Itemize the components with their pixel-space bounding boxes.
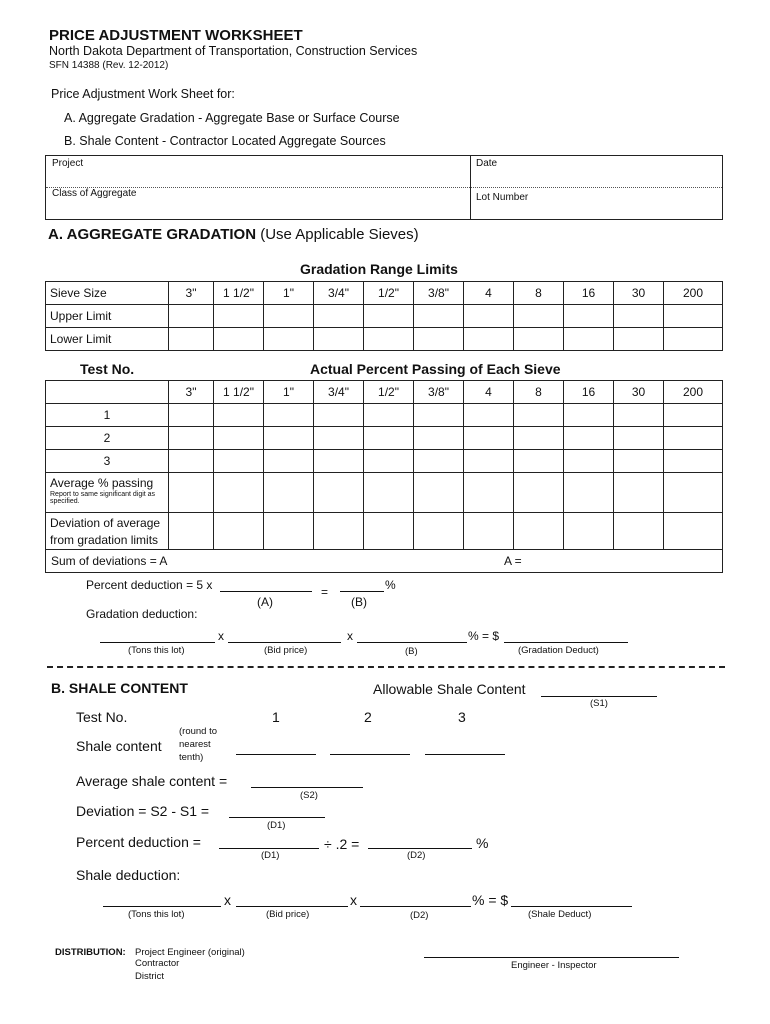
passing-cell[interactable] (314, 427, 364, 450)
shale-content-label: Shale content (76, 738, 162, 754)
test-no-label: Test No. (80, 361, 135, 377)
d2-caption: (D2) (407, 850, 426, 861)
allowable-shale-label: Allowable Shale Content (373, 681, 526, 697)
shale-deduct-field[interactable] (511, 892, 632, 907)
passing-cell[interactable] (264, 404, 314, 427)
passing-cell[interactable] (314, 404, 364, 427)
lower-limit-cell[interactable] (314, 328, 364, 351)
signature-caption: Engineer - Inspector (511, 960, 597, 971)
average-cell[interactable] (264, 473, 314, 513)
deviation-cell[interactable] (614, 513, 664, 550)
sieve-header: 8 (514, 381, 564, 404)
blank-header-cell (46, 381, 169, 404)
deviation-cell[interactable] (464, 513, 514, 550)
passing-cell[interactable] (514, 450, 564, 473)
shale-content-field-1[interactable] (236, 740, 316, 755)
lower-limit-cell[interactable] (364, 328, 414, 351)
gradation-range-table (45, 281, 723, 351)
shale-bid-price-field[interactable] (236, 892, 348, 907)
deviation-cell[interactable] (169, 513, 214, 550)
equals-sign: = (321, 585, 329, 599)
lower-limit-cell[interactable] (514, 328, 564, 351)
form-title: PRICE ADJUSTMENT WORKSHEET (49, 27, 303, 44)
lower-limit-cell[interactable] (664, 328, 723, 351)
average-shale-field[interactable] (251, 773, 363, 788)
shale-tons-caption: (Tons this lot) (128, 909, 185, 920)
average-cell[interactable] (514, 473, 564, 513)
passing-cell[interactable] (464, 427, 514, 450)
distribution-recipient: District (135, 971, 165, 982)
upper-limit-cell[interactable] (564, 305, 614, 328)
d1-caption: (D1) (267, 820, 286, 831)
sieve-header: 3/8" (414, 282, 464, 305)
d2-field[interactable] (368, 834, 472, 849)
average-passing-label (46, 473, 169, 513)
passing-cell[interactable] (169, 427, 214, 450)
gradation-range-title: Gradation Range Limits (300, 261, 458, 277)
average-note-line: specified. (50, 498, 80, 505)
intro-heading: Price Adjustment Work Sheet for: (51, 87, 235, 101)
upper-limit-cell[interactable] (414, 305, 464, 328)
passing-cell[interactable] (214, 404, 264, 427)
test-number: 3 (46, 450, 169, 473)
sieve-header: 3/4" (314, 282, 364, 305)
d1-caption: (D1) (261, 850, 280, 861)
sieve-size-label: Sieve Size (46, 282, 169, 305)
s1-caption: (S1) (590, 698, 608, 709)
passing-cell[interactable] (664, 404, 723, 427)
passing-cell[interactable] (264, 427, 314, 450)
round-note-line: nearest (179, 739, 211, 750)
sieve-header: 3/8" (414, 381, 464, 404)
passing-cell[interactable] (614, 450, 664, 473)
percent-sign: % (476, 835, 489, 851)
deviation-cell[interactable] (214, 513, 264, 550)
average-cell[interactable] (464, 473, 514, 513)
sieve-header: 1" (264, 282, 314, 305)
sieve-header: 200 (664, 282, 723, 305)
sieve-header: 16 (564, 282, 614, 305)
average-cell[interactable] (614, 473, 664, 513)
deviation-cell[interactable] (414, 513, 464, 550)
shale-d2-field[interactable] (360, 892, 471, 907)
average-shale-label: Average shale content = (76, 773, 228, 789)
lower-limit-label: Lower Limit (46, 328, 169, 351)
passing-cell[interactable] (664, 427, 723, 450)
sieve-header: 1" (264, 381, 314, 404)
deviation-row (46, 513, 723, 550)
upper-limit-cell[interactable] (614, 305, 664, 328)
passing-cell[interactable] (264, 450, 314, 473)
sieve-header: 16 (564, 381, 614, 404)
passing-cell[interactable] (364, 450, 414, 473)
date-field-label[interactable]: Date (476, 158, 498, 169)
shale-test-number: 3 (458, 709, 466, 725)
section-a-heading (48, 226, 419, 243)
average-cell[interactable] (564, 473, 614, 513)
upper-limit-cell[interactable] (664, 305, 723, 328)
sieve-header: 1 1/2" (214, 381, 264, 404)
passing-cell[interactable] (364, 427, 414, 450)
a-equals-label: A = (504, 554, 522, 568)
passing-cell[interactable] (414, 450, 464, 473)
tons-this-lot-field[interactable] (100, 628, 215, 643)
lower-limit-cell[interactable] (614, 328, 664, 351)
gradation-deduct-caption: (Gradation Deduct) (518, 645, 599, 656)
sieve-header: 4 (464, 381, 514, 404)
deviation-cell[interactable] (314, 513, 364, 550)
sieve-header: 1 1/2" (214, 282, 264, 305)
lower-limit-cell[interactable] (264, 328, 314, 351)
lower-limit-cell[interactable] (464, 328, 514, 351)
test-row (46, 450, 723, 473)
sieve-header: 3" (169, 381, 214, 404)
percent-equals-dollar: % = $ (468, 629, 500, 643)
passing-cell[interactable] (414, 404, 464, 427)
percent-deduction-label: Percent deduction = 5 x (86, 578, 213, 592)
sieve-header: 30 (614, 381, 664, 404)
upper-limit-cell[interactable] (514, 305, 564, 328)
percent-sign: % (385, 578, 396, 592)
signature-line[interactable] (424, 957, 679, 958)
test-number: 1 (46, 404, 169, 427)
deviation-label (46, 513, 169, 550)
average-row (46, 473, 723, 513)
gradation-deduct-field[interactable] (504, 628, 628, 643)
sum-row (46, 550, 723, 573)
b-label: (B) (351, 595, 367, 609)
multiply-sign: x (350, 892, 357, 908)
sieve-header: 30 (614, 282, 664, 305)
deviation-label-line: Deviation of average (50, 515, 161, 530)
lower-limit-cell[interactable] (564, 328, 614, 351)
sieve-header: 4 (464, 282, 514, 305)
a-label: (A) (257, 595, 273, 609)
sieve-header: 1/2" (364, 282, 414, 305)
average-cell[interactable] (214, 473, 264, 513)
deviation-cell[interactable] (664, 513, 723, 550)
shale-test-no-label: Test No. (76, 709, 128, 725)
average-cell[interactable] (314, 473, 364, 513)
deviation-cell[interactable] (514, 513, 564, 550)
deviation-cell[interactable] (264, 513, 314, 550)
deviation-cell[interactable] (364, 513, 414, 550)
average-cell[interactable] (664, 473, 723, 513)
average-cell[interactable] (364, 473, 414, 513)
upper-limit-cell[interactable] (214, 305, 264, 328)
gradation-deduction-label: Gradation deduction: (86, 607, 198, 621)
allowable-shale-field[interactable] (541, 681, 657, 697)
section-a-title: A. AGGREGATE GRADATION (48, 226, 257, 243)
average-cell[interactable] (169, 473, 214, 513)
distribution-recipient: Contractor (135, 958, 180, 969)
deviation-cell[interactable] (564, 513, 614, 550)
sum-of-deviations-label: Sum of deviations = A (51, 554, 168, 568)
upper-limit-label: Upper Limit (46, 305, 169, 328)
shale-test-number: 2 (364, 709, 372, 725)
shale-test-number: 1 (272, 709, 280, 725)
upper-limit-cell[interactable] (464, 305, 514, 328)
divide-point-two: ÷ .2 = (324, 836, 360, 852)
b-value-field[interactable] (357, 628, 467, 643)
actual-passing-title: Actual Percent Passing of Each Sieve (310, 361, 561, 377)
multiply-sign: x (224, 892, 231, 908)
s2-caption: (S2) (300, 790, 318, 801)
round-note-line: tenth) (179, 752, 204, 763)
shale-tons-this-lot-field[interactable] (103, 892, 221, 907)
passing-cell[interactable] (664, 450, 723, 473)
sieve-header: 1/2" (364, 381, 414, 404)
passing-cell[interactable] (169, 404, 214, 427)
deviation-field[interactable] (229, 803, 325, 818)
percent-deduction-a-field[interactable] (220, 577, 312, 592)
passing-cell[interactable] (564, 450, 614, 473)
project-info-box (45, 155, 723, 220)
bid-price-field[interactable] (228, 628, 341, 643)
passing-cell[interactable] (214, 427, 264, 450)
test-number: 2 (46, 427, 169, 450)
passing-cell[interactable] (564, 427, 614, 450)
passing-cell[interactable] (214, 450, 264, 473)
shale-percent-equals-dollar: % = $ (472, 892, 509, 908)
shale-d2-caption: (D2) (410, 910, 429, 921)
section-b-heading: B. SHALE CONTENT (51, 680, 188, 696)
sieve-header: 3" (169, 282, 214, 305)
sum-cell[interactable] (46, 550, 723, 573)
lower-limit-row (46, 328, 723, 351)
lower-limit-cell[interactable] (169, 328, 214, 351)
upper-limit-cell[interactable] (364, 305, 414, 328)
passing-cell[interactable] (314, 450, 364, 473)
shale-content-field-2[interactable] (330, 740, 410, 755)
deviation-formula-label: Deviation = S2 - S1 = (76, 803, 210, 819)
percent-deduction-b-field[interactable] (340, 577, 384, 592)
actual-passing-table (45, 380, 723, 573)
info-column-divider (470, 156, 471, 219)
sieve-header: 200 (664, 381, 723, 404)
passing-cell[interactable] (614, 404, 664, 427)
b-caption: (B) (405, 646, 418, 657)
average-note-line: Report to same significant digit as (50, 491, 156, 498)
sieve-header: 3/4" (314, 381, 364, 404)
distribution-label: DISTRIBUTION: (55, 947, 126, 958)
average-passing-text: Average % passing (50, 476, 154, 490)
passing-cell[interactable] (414, 427, 464, 450)
info-row-divider (46, 156, 722, 188)
upper-limit-cell[interactable] (169, 305, 214, 328)
upper-limit-cell[interactable] (264, 305, 314, 328)
passing-cell[interactable] (564, 404, 614, 427)
passing-cell[interactable] (514, 404, 564, 427)
lower-limit-cell[interactable] (414, 328, 464, 351)
deviation-label-line: from gradation limits (50, 532, 159, 547)
intro-item-b: B. Shale Content - Contractor Located Aggregate Sources (64, 134, 386, 148)
shale-bid-price-caption: (Bid price) (266, 909, 310, 920)
sieve-header: 8 (514, 282, 564, 305)
test-row (46, 427, 723, 450)
multiply-sign: x (218, 629, 224, 643)
shale-deduction-label: Shale deduction: (76, 867, 181, 883)
average-cell[interactable] (414, 473, 464, 513)
upper-limit-row (46, 305, 723, 328)
lot-number-field-label[interactable]: Lot Number (476, 192, 529, 203)
agency-name: North Dakota Department of Transportation, Construction Services (49, 44, 418, 58)
passing-cell[interactable] (514, 427, 564, 450)
shale-percent-deduction-label: Percent deduction = (76, 834, 201, 850)
class-of-aggregate-field-label[interactable]: Class of Aggregate (52, 188, 137, 199)
passing-cell[interactable] (169, 450, 214, 473)
test-row (46, 404, 723, 427)
section-a-note: (Use Applicable Sieves) (260, 226, 419, 243)
passing-cell[interactable] (464, 450, 514, 473)
shale-content-field-3[interactable] (425, 740, 505, 755)
tons-this-lot-caption: (Tons this lot) (128, 645, 185, 656)
form-number: SFN 14388 (Rev. 12-2012) (49, 60, 169, 71)
multiply-sign: x (347, 629, 353, 643)
intro-item-a: A. Aggregate Gradation - Aggregate Base or Surface Course (64, 111, 400, 125)
bid-price-caption: (Bid price) (264, 645, 308, 656)
d1-field[interactable] (219, 834, 319, 849)
shale-deduct-caption: (Shale Deduct) (528, 909, 592, 920)
passing-cell[interactable] (364, 404, 414, 427)
distribution-recipient: Project Engineer (original) (135, 947, 245, 958)
lower-limit-cell[interactable] (214, 328, 264, 351)
project-field-label[interactable]: Project (52, 158, 84, 169)
passing-cell[interactable] (614, 427, 664, 450)
section-divider (47, 666, 725, 668)
passing-cell[interactable] (464, 404, 514, 427)
upper-limit-cell[interactable] (314, 305, 364, 328)
round-note-line: (round to (179, 726, 218, 737)
